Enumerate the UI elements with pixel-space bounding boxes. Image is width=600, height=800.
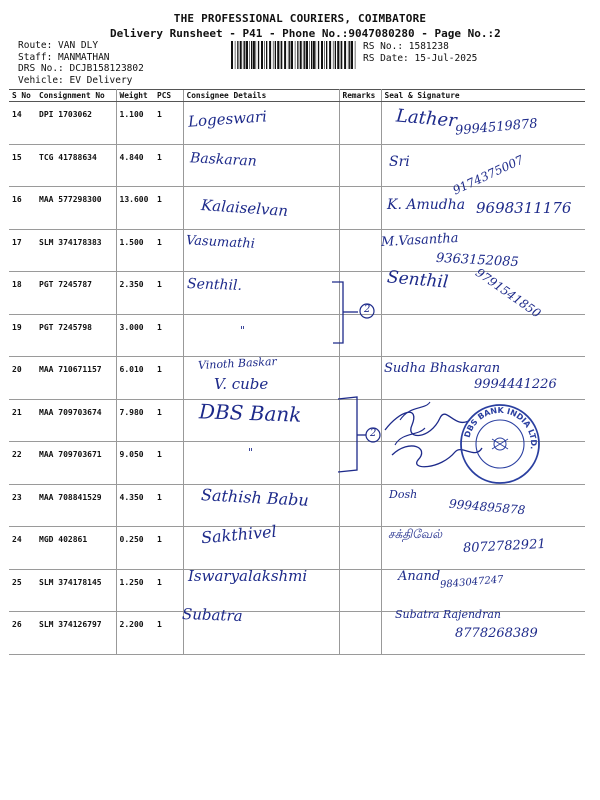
consignment-no-cell: MGD 402861 (36, 527, 116, 570)
consignment-no-cell: SLM 374178383 (36, 229, 116, 272)
seal-signature-handwriting: Lather (395, 105, 458, 132)
barcode-bar (341, 41, 342, 69)
barcode-bar (351, 41, 353, 69)
barcode-bar (306, 41, 308, 69)
consignee-cell (183, 272, 339, 315)
consignment-no-cell: MAA 709703674 (36, 399, 116, 442)
meta-left (18, 40, 144, 86)
remarks-cell (339, 187, 381, 230)
barcode-bar (237, 41, 238, 69)
consignment-no-cell: MAA 709703671 (36, 442, 116, 485)
drs-label: DRS No.: DCJB158123802 (18, 63, 144, 74)
barcode-bar (326, 41, 327, 69)
pcs-cell: 1 (154, 569, 183, 612)
barcode-bar (316, 41, 317, 69)
seal-signature-cell (381, 527, 585, 570)
seal-phone-handwriting: 9994895878 (448, 496, 526, 517)
pcs-cell: 1 (154, 102, 183, 145)
consignment-no-cell: SLM 374178145 (36, 569, 116, 612)
seal-phone-handwriting: 9843047247 (439, 573, 504, 591)
barcode-bar (340, 41, 341, 69)
pcs-cell: 1 (154, 527, 183, 570)
consignee-cell (183, 566, 339, 612)
consignee-cell (183, 229, 339, 272)
weight-cell: 4.350 (116, 484, 154, 527)
consignee-handwriting: Kalaiselvan (200, 195, 289, 221)
table-row (9, 102, 585, 145)
barcode-bar (335, 41, 336, 69)
seal-signature-cell (381, 272, 585, 315)
barcode-bar (291, 41, 293, 69)
seal-phone-handwriting: 9363152085 (435, 250, 520, 270)
barcode-bar (333, 41, 334, 69)
col-header-remarks: Remarks (339, 90, 381, 102)
barcode-bar (284, 41, 286, 69)
consignment-no-cell: PGT 7245798 (36, 314, 116, 357)
pcs-cell: 1 (154, 442, 183, 485)
table-row (9, 527, 585, 570)
pcs-cell: 1 (154, 399, 183, 442)
seal-signature-handwriting: Anand (398, 568, 441, 584)
remarks-cell (339, 314, 381, 357)
barcode-bar (324, 41, 325, 69)
seal-signature-handwriting: சக்திவேல் (388, 527, 443, 541)
seal-phone-handwriting: 9994519878 (454, 116, 539, 139)
sno-cell: 14 (9, 102, 36, 145)
seal-signature-cell (381, 612, 585, 655)
seal-signature-handwriting: Subatra Rajendran (395, 608, 501, 621)
consignee-handwriting: " (248, 446, 254, 459)
barcode-bar (337, 41, 339, 69)
barcode-bar (249, 41, 250, 69)
weight-cell: 7.980 (116, 399, 154, 442)
consignee-handwriting: Senthil. (186, 276, 243, 294)
consignee-handwriting: DBS Bank (198, 398, 302, 427)
seal-phone-handwriting: 9994441226 (474, 377, 557, 392)
consignee-handwriting: Vinoth Baskar (197, 354, 278, 373)
weight-cell: 1.250 (116, 569, 154, 612)
table-row (9, 272, 585, 315)
sno-cell: 20 (9, 357, 36, 400)
consignee-cell (183, 144, 339, 187)
remarks-cell (339, 442, 381, 485)
barcode-bar (277, 41, 279, 69)
pcs-cell: 1 (154, 314, 183, 357)
remarks-cell (339, 484, 381, 527)
table-row (9, 144, 585, 187)
barcode-bar (244, 41, 245, 69)
seal-phone-handwriting: 9174375007 (450, 152, 526, 197)
pcs-cell: 1 (154, 484, 183, 527)
consignee-cell (183, 102, 339, 145)
consignment-no-cell: MAA 710671157 (36, 357, 116, 400)
pcs-cell: 1 (154, 229, 183, 272)
table-row (9, 187, 585, 230)
barcode-bar (355, 41, 356, 69)
barcode-bar (311, 41, 312, 69)
consignee-handwriting: " (240, 323, 246, 337)
barcode-bar (318, 41, 319, 69)
barcode-bar (313, 41, 315, 69)
seal-signature-handwriting: Sri (389, 153, 410, 170)
consignee-handwriting: Baskaran (189, 149, 258, 170)
seal-phone-handwriting: 9698311176 (476, 199, 572, 217)
seal-signature-cell (381, 569, 585, 612)
consignee-cell (183, 527, 339, 570)
table-row (9, 357, 585, 400)
route-label: Route: VAN DLY (18, 40, 99, 51)
barcode-bar (269, 41, 271, 69)
consignee-handwriting: Logeswari (187, 107, 268, 131)
col-header-seal: Seal & Signature (381, 90, 585, 102)
barcode-bar (258, 41, 259, 69)
pcs-cell: 1 (154, 144, 183, 187)
weight-cell: 6.010 (116, 357, 154, 400)
seal-phone-handwriting: 8778268389 (455, 626, 538, 641)
barcode-bar (243, 41, 244, 69)
consignee-handwriting-2: V. cube (214, 375, 269, 393)
barcode-bar (300, 41, 302, 69)
barcode-image (231, 41, 356, 69)
weight-cell: 13.600 (116, 187, 154, 230)
col-header-sno: S No (9, 90, 36, 102)
barcode-bar (309, 41, 310, 69)
pcs-cell: 1 (154, 357, 183, 400)
table-row (9, 484, 585, 527)
weight-cell: 1.500 (116, 229, 154, 272)
remarks-cell (339, 612, 381, 655)
seal-signature-cell (381, 187, 585, 230)
sno-cell: 15 (9, 144, 36, 187)
barcode-bar (264, 41, 265, 69)
consignee-handwriting: Vasumathi (185, 232, 256, 252)
barcode-bar (288, 41, 289, 69)
table-row (9, 612, 585, 655)
remarks-cell (339, 357, 381, 400)
seal-signature-cell (381, 314, 585, 357)
sno-cell: 26 (9, 612, 36, 655)
barcode-bar (304, 41, 305, 69)
consignee-cell (183, 612, 339, 655)
consignment-no-cell: MAA 577298300 (36, 187, 116, 230)
seal-signature-handwriting: M.Vasantha (380, 230, 459, 250)
weight-cell: 2.350 (116, 272, 154, 315)
consignee-handwriting: Subatra (181, 604, 243, 626)
consignee-cell (183, 354, 339, 400)
barcode-bar (275, 41, 276, 69)
sno-cell: 22 (9, 442, 36, 485)
consignee-cell (183, 314, 339, 357)
consignee-cell (183, 187, 339, 230)
seal-signature-cell (381, 357, 585, 400)
sno-cell: 17 (9, 229, 36, 272)
barcode-bar (280, 41, 281, 69)
runsheet-table-wrap (9, 89, 585, 655)
barcode-bar (344, 41, 346, 69)
remarks-cell (339, 527, 381, 570)
sno-cell: 18 (9, 272, 36, 315)
barcode-bar (235, 41, 236, 69)
col-header-weight: Weight (116, 90, 154, 102)
consignee-cell (183, 484, 339, 527)
barcode-bar (253, 41, 255, 69)
barcode-bar (348, 41, 349, 69)
runsheet-table (9, 89, 585, 655)
consignee-cell (183, 399, 339, 442)
consignment-no-cell: TCG 41788634 (36, 144, 116, 187)
seal-signature-cell (381, 144, 585, 187)
sno-cell: 19 (9, 314, 36, 357)
consignee-handwriting: Sakthivel (200, 521, 278, 548)
seal-phone-handwriting: 9791541850 (472, 265, 544, 321)
seal-signature-handwriting: Sudha Bhaskaran (384, 361, 501, 376)
remarks-cell (339, 569, 381, 612)
sno-cell: 23 (9, 484, 36, 527)
vehicle-label: Vehicle: EV Delivery (18, 74, 133, 86)
col-header-consignment: Consignment No (36, 90, 116, 102)
consignee-handwriting: Sathish Babu (200, 484, 310, 510)
barcode-bar (297, 41, 298, 69)
seal-signature-cell (381, 102, 585, 145)
rs-date-label: RS Date: 15-Jul-2025 (363, 53, 478, 64)
sno-cell: 16 (9, 187, 36, 230)
seal-signature-handwriting: Senthil (386, 267, 450, 293)
seal-phone-handwriting: 8072782921 (462, 536, 547, 557)
runsheet-subtitle: Delivery Runsheet - P41 - Phone No.:9047080280 - Page No.:2 (110, 27, 501, 40)
table-row (9, 569, 585, 612)
remarks-cell (339, 229, 381, 272)
barcode-bar (329, 41, 331, 69)
consignment-no-cell: SLM 374126797 (36, 612, 116, 655)
barcode-bar (273, 41, 274, 69)
weight-cell: 0.250 (116, 527, 154, 570)
consignee-cell (183, 442, 339, 485)
barcode-bar (349, 41, 350, 69)
sno-cell: 21 (9, 399, 36, 442)
table-header-row (9, 90, 585, 102)
col-header-consignee: Consignee Details (183, 90, 339, 102)
pcs-cell: 1 (154, 272, 183, 315)
stamp-text: DBS BANK INDIA LTD. (462, 405, 539, 450)
bracket-mark-2: 2 (370, 428, 377, 439)
table-row (9, 314, 585, 357)
col-header-pcs: PCS (154, 90, 183, 102)
consignment-no-cell: DPI 1703062 (36, 102, 116, 145)
barcode-bar (240, 41, 242, 69)
weight-cell: 9.050 (116, 442, 154, 485)
barcode-bar (289, 41, 290, 69)
bank-stamp (459, 403, 541, 485)
remarks-cell (339, 102, 381, 145)
consignment-no-cell: MAA 708841529 (36, 484, 116, 527)
remarks-cell (339, 272, 381, 315)
consignee-handwriting: Iswaryalakshmi (188, 566, 308, 585)
barcode-bar (261, 41, 263, 69)
barcode-bar (256, 41, 257, 69)
seal-signature-handwriting: Dosh (389, 487, 418, 501)
barcode-bar (266, 41, 267, 69)
barcode-bar (231, 41, 233, 69)
bracket-mark-1: 2 (364, 304, 371, 315)
seal-signature-handwriting: K. Amudha (387, 197, 466, 213)
seal-signature-cell (381, 484, 585, 527)
pcs-cell: 1 (154, 612, 183, 655)
weight-cell: 4.840 (116, 144, 154, 187)
meta-right (363, 41, 477, 65)
weight-cell: 3.000 (116, 314, 154, 357)
sno-cell: 24 (9, 527, 36, 570)
barcode-bar (251, 41, 252, 69)
barcode-bar (295, 41, 296, 69)
table-row (9, 229, 585, 272)
barcode-bar (303, 41, 304, 69)
barcode-bar (321, 41, 323, 69)
weight-cell: 2.200 (116, 612, 154, 655)
barcode-bar (281, 41, 282, 69)
staff-label: Staff: MANMATHAN (18, 51, 110, 63)
barcode-bar (246, 41, 248, 69)
pcs-cell: 1 (154, 187, 183, 230)
remarks-cell (339, 144, 381, 187)
rs-no-label: RS No.: 1581238 (363, 41, 449, 52)
company-title: THE PROFESSIONAL COURIERS, COIMBATORE (173, 12, 427, 25)
sno-cell: 25 (9, 569, 36, 612)
seal-signature-cell (381, 229, 585, 272)
weight-cell: 1.100 (116, 102, 154, 145)
consignment-no-cell: PGT 7245787 (36, 272, 116, 315)
